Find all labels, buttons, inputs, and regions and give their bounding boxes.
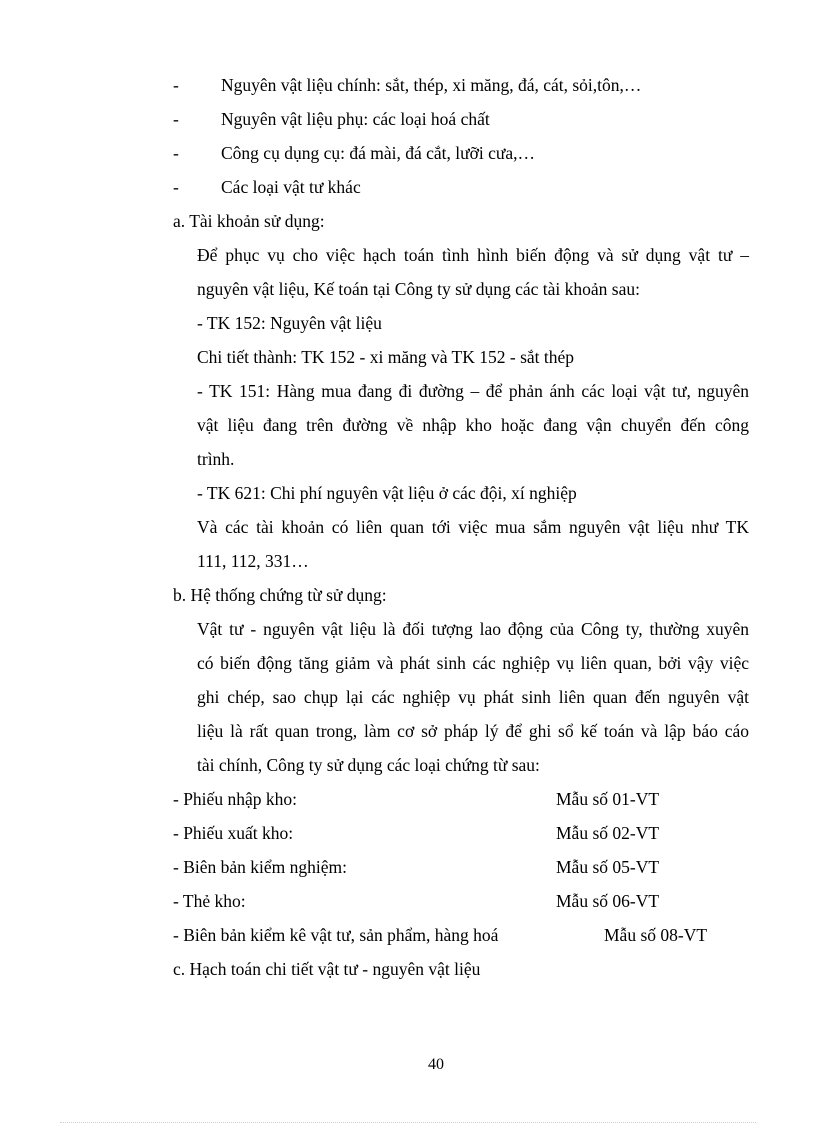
related-accounts-line: 111, 112, 331… bbox=[197, 551, 309, 571]
text-line: - TK 151: Hàng mua đang đi đường – để phản ánh các loại vật tư, nguyên bbox=[197, 381, 749, 401]
document-form-code: Mẫu số 08-VT bbox=[604, 925, 708, 945]
document-name: - Phiếu xuất kho: bbox=[173, 823, 294, 843]
account-tk152: - TK 152: Nguyên vật liệu bbox=[197, 313, 382, 333]
document-form-code: Mẫu số 02-VT bbox=[556, 823, 660, 843]
document-form-code: Mẫu số 01-VT bbox=[556, 789, 660, 809]
page-number: 40 bbox=[428, 1056, 444, 1073]
text-line: liệu là rất quan trong, làm cơ sở pháp lý để ghi sổ kế toán và lập báo cáo bbox=[197, 721, 749, 741]
document-form-code: Mẫu số 05-VT bbox=[556, 857, 660, 877]
text-line: có biến động tăng giảm và phát sinh các nghiệp vụ liên quan, bởi vậy việc bbox=[197, 653, 749, 673]
text-line: Vật tư - nguyên vật liệu là đối tượng lao động của Công ty, thường xuyên bbox=[197, 619, 749, 639]
document-name: - Phiếu nhập kho: bbox=[173, 789, 297, 809]
bullet-dash: - bbox=[173, 177, 179, 197]
bullet-text: Các loại vật tư khác bbox=[221, 177, 361, 197]
text-line: ghi chép, sao chụp lại các nghiệp vụ phát sinh liên quan đến nguyên vật bbox=[197, 687, 749, 707]
section-a-heading: a. Tài khoản sử dụng: bbox=[173, 211, 325, 231]
bullet-text: Nguyên vật liệu phụ: các loại hoá chất bbox=[221, 109, 490, 129]
account-tk621: - TK 621: Chi phí nguyên vật liệu ở các đội, xí nghiệp bbox=[197, 483, 577, 503]
document-name: - Biên bản kiểm nghiệm: bbox=[173, 857, 347, 877]
section-c-heading: c. Hạch toán chi tiết vật tư - nguyên vật liệu bbox=[173, 959, 481, 979]
account-tk151-line bbox=[197, 413, 749, 461]
document-name: - Thẻ kho: bbox=[173, 891, 246, 911]
bullet-text: Công cụ dụng cụ: đá mài, đá cắt, lưỡi cưa,… bbox=[221, 143, 535, 163]
text-line: Để phục vụ cho việc hạch toán tình hình biến động và sử dụng vật tư – bbox=[197, 245, 749, 265]
bullet-dash: - bbox=[173, 109, 179, 129]
bullet-dash: - bbox=[173, 75, 179, 95]
bullet-text: Nguyên vật liệu chính: sắt, thép, xi măng, đá, cát, sỏi,tôn,… bbox=[221, 75, 642, 95]
account-tk151-line: trình. bbox=[197, 449, 235, 469]
bullet-dash: - bbox=[173, 143, 179, 163]
section-a-paragraph-line: nguyên vật liệu, Kế toán tại Công ty sử dụng các tài khoản sau: bbox=[197, 279, 640, 299]
section-b-heading: b. Hệ thống chứng từ sử dụng: bbox=[173, 585, 387, 605]
document-form-code: Mẫu số 06-VT bbox=[556, 891, 660, 911]
account-tk152-detail: Chi tiết thành: TK 152 - xi măng và TK 152 - sắt thép bbox=[197, 347, 575, 367]
section-b-paragraph-line: tài chính, Công ty sử dụng các loại chứng từ sau: bbox=[197, 755, 540, 775]
text-line: Và các tài khoản có liên quan tới việc mua sắm nguyên vật liệu như TK bbox=[197, 517, 749, 537]
document-name: - Biên bản kiểm kê vật tư, sản phẩm, hàng hoá bbox=[173, 925, 499, 945]
text-line: vật liệu đang trên đường về nhập kho hoặc đang vận chuyển đến công bbox=[197, 415, 749, 435]
